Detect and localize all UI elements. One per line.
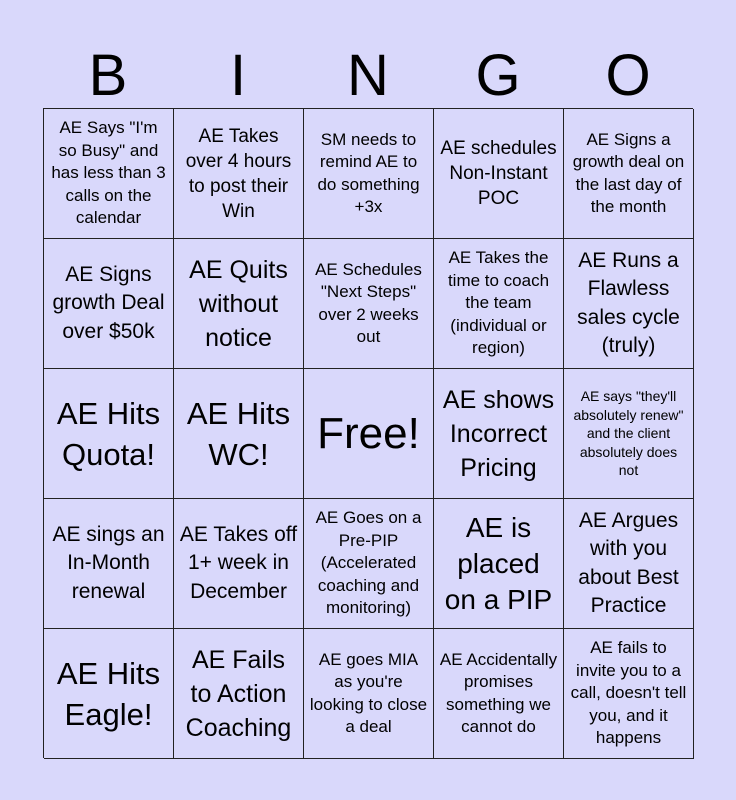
cell-text: AE Quits without notice [189, 255, 288, 352]
bingo-cell-r4c5[interactable] [564, 499, 694, 629]
cell-text: AE Schedules "Next Steps" over 2 weeks out [315, 259, 422, 346]
cell-text: AE Takes off 1+ week in December [179, 522, 298, 603]
bingo-cell-free[interactable] [304, 369, 434, 499]
cell-text: AE Runs a Flawless sales cycle (truly) [577, 248, 680, 357]
header-letter-i: I [229, 43, 247, 108]
bingo-cell-r4c3[interactable] [304, 499, 434, 629]
cell-text: AE Accidentally promises something we cannot do [439, 649, 558, 736]
bingo-cell-r1c5[interactable] [564, 109, 694, 239]
bingo-cell-r1c3[interactable] [304, 109, 434, 239]
cell-text: AE Says "I'm so Busy" and has less than 3 calls on the calendar [51, 118, 166, 228]
cell-text: AE Goes on a Pre-PIP (Accelerated coaching and monitoring) [315, 508, 422, 618]
bingo-cell-r3c4[interactable] [434, 369, 564, 499]
header-letter-o: O [605, 43, 651, 108]
header-letter-b: B [88, 43, 128, 108]
header-letter-g: G [475, 43, 521, 108]
bingo-cell-r4c4[interactable] [434, 499, 564, 629]
cell-text: AE Fails to Action Coaching [185, 645, 292, 742]
bingo-cell-r2c3[interactable] [304, 239, 434, 369]
header-letter-n: N [347, 43, 389, 108]
cell-text: AE goes MIA as you're looking to close a deal [309, 649, 428, 736]
bingo-cell-r2c2[interactable] [174, 239, 304, 369]
bingo-board [43, 108, 693, 758]
bingo-cell-r5c4[interactable] [434, 629, 564, 759]
cell-text: AE is placed on a PIP [444, 511, 553, 615]
bingo-cell-r2c4[interactable] [434, 239, 564, 369]
bingo-cell-r5c3[interactable] [304, 629, 434, 759]
cell-text: AE says "they'll absolutely renew" and the client absolutely does not [573, 388, 684, 479]
cell-text: AE Hits Quota! [56, 395, 161, 472]
bingo-cell-r1c2[interactable] [174, 109, 304, 239]
cell-text: Free! [317, 408, 420, 458]
bingo-cell-r4c2[interactable] [174, 499, 304, 629]
bingo-header [43, 44, 693, 108]
cell-text: AE Takes over 4 hours to post their Win [185, 125, 292, 222]
bingo-cell-r3c2[interactable] [174, 369, 304, 499]
bingo-cell-r5c5[interactable] [564, 629, 694, 759]
cell-text: AE Argues with you about Best Practice [578, 508, 679, 617]
bingo-cell-r2c5[interactable] [564, 239, 694, 369]
bingo-cell-r3c1[interactable] [44, 369, 174, 499]
cell-text: AE Takes the time to coach the team (individual or region) [447, 248, 550, 358]
cell-text: AE Signs growth Deal over $50k [52, 262, 165, 343]
cell-text: AE sings an In-Month renewal [52, 522, 165, 603]
bingo-cell-r1c1[interactable] [44, 109, 174, 239]
bingo-cell-r3c5[interactable] [564, 369, 694, 499]
cell-text: AE schedules Non-Instant POC [440, 138, 557, 209]
cell-text: AE Hits WC! [186, 395, 291, 472]
cell-text: AE Signs a growth deal on the last day of the month [572, 129, 685, 216]
bingo-cell-r5c1[interactable] [44, 629, 174, 759]
cell-text: AE shows Incorrect Pricing [442, 385, 555, 482]
cell-text: AE Hits Eagle! [56, 655, 161, 732]
bingo-cell-r4c1[interactable] [44, 499, 174, 629]
cell-text: AE fails to invite you to a call, doesn't tell you, and it happens [570, 638, 687, 748]
bingo-cell-r2c1[interactable] [44, 239, 174, 369]
cell-text: SM needs to remind AE to do something +3x [317, 129, 420, 216]
bingo-cell-r5c2[interactable] [174, 629, 304, 759]
bingo-cell-r1c4[interactable] [434, 109, 564, 239]
